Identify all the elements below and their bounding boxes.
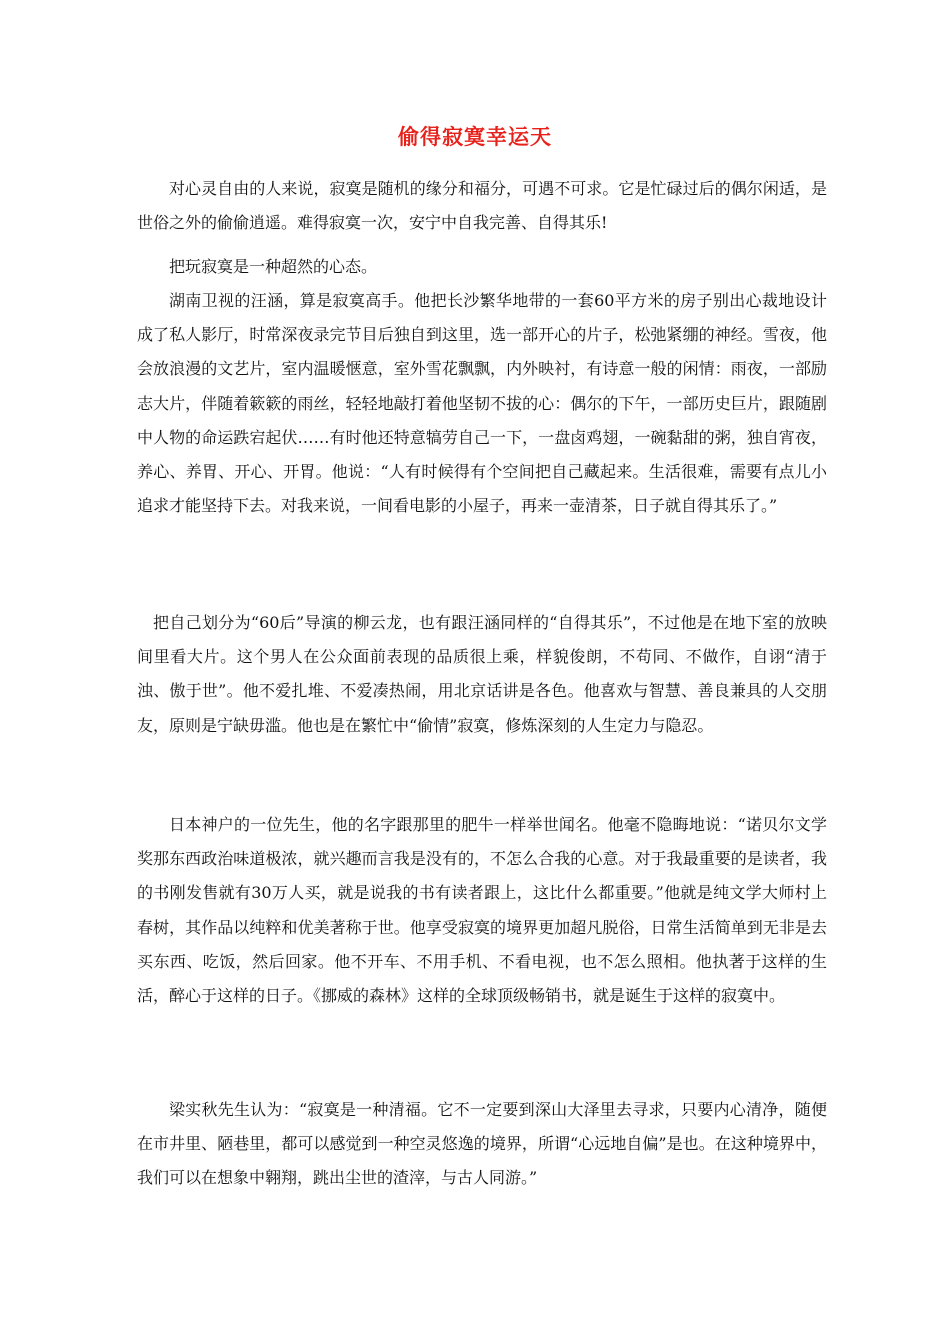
paragraph-5: 日本神户的一位先生，他的名字跟那里的肥牛一样举世闻名。他毫不隐晦地说：“诺贝尔文学奖那东西政治味道极浓，就兴趣而言我是没有的，不怎么合我的心意。对于我最重要的是读者，我的书刚发售就有30万人买，就是说我的书有读者跟上，这比什么都重要。”他就是纯文学大师村上春树，其作品以纯粹和优美著称于世。他享受寂寞的境界更加超凡脱俗，日常生活简单到无非是去买东西、吃饭，然后回家。他不开车、不用手机、不看电视，也不怎么照相。他执著于这样的生活，醉心于这样的日子。《挪威的森林》这样的全球顶级畅销书，就是诞生于这样的寂寞中。 [137,815,827,1006]
paragraph-1: 对心灵自由的人来说，寂寞是随机的缘分和福分，可遇不可求。它是忙碌过后的偶尔闲适，是世俗之外的偷偷逍遥。难得寂寞一次，安宁中自我完善、自得其乐! [137,179,827,233]
paragraph-3: 湖南卫视的汪涵，算是寂寞高手。他把长沙繁华地带的一套60平方米的房子别出心裁地设计成了私人影厅，时常深夜录完节目后独自到这里，选一部开心的片子，松弛紧绷的神经。雪夜，他会放浪漫的文艺片，室内温暖惬意，室外雪花飘飘，内外映衬，有诗意一般的闲情：雨夜，一部励志大片，伴随着簌簌的雨丝，轻轻地敲打着他坚韧不拔的心：偶尔的下午，一部历史巨片，跟随剧中人物的命运跌宕起伏……有时他还特意犒劳自己一下，一盘卤鸡翅，一碗黏甜的粥，独自宵夜，养心、养胃、开心、开胃。他说：“人有时候得有个空间把自己藏起来。生活很难，需要有点儿小追求才能坚持下去。对我来说，一间看电影的小屋子，再来一壶清茶，日子就自得其乐了。” [137,291,827,516]
paragraph-2: 把玩寂寞是一种超然的心态。 [169,257,378,276]
paragraph-4: 把自己划分为“60后”导演的柳云龙，也有跟汪涵同样的“自得其乐”，不过他是在地下室的放映间里看大片。这个男人在公众面前表现的品质很上乘，样貌俊朗，不苟同、不做作，自诩“清于浊、傲于世”。他不爱扎堆、不爱凑热闹，用北京话讲是各色。他喜欢与智慧、善良兼具的人交朋友，原则是宁缺毋滥。他也是在繁忙中“偷情”寂寞，修炼深刻的人生定力与隐忍。 [137,613,827,735]
article-title: 偷得寂寞幸运天 [398,125,552,149]
paragraph-6: 梁实秋先生认为：“寂寞是一种清福。它不一定要到深山大泽里去寻求，只要内心清净，随便在市井里、陋巷里，都可以感觉到一种空灵悠逸的境界，所谓“心远地自偏”是也。在这种境界中，我们可以在想象中翱翔，跳出尘世的渣滓，与古人同游。” [137,1100,827,1188]
